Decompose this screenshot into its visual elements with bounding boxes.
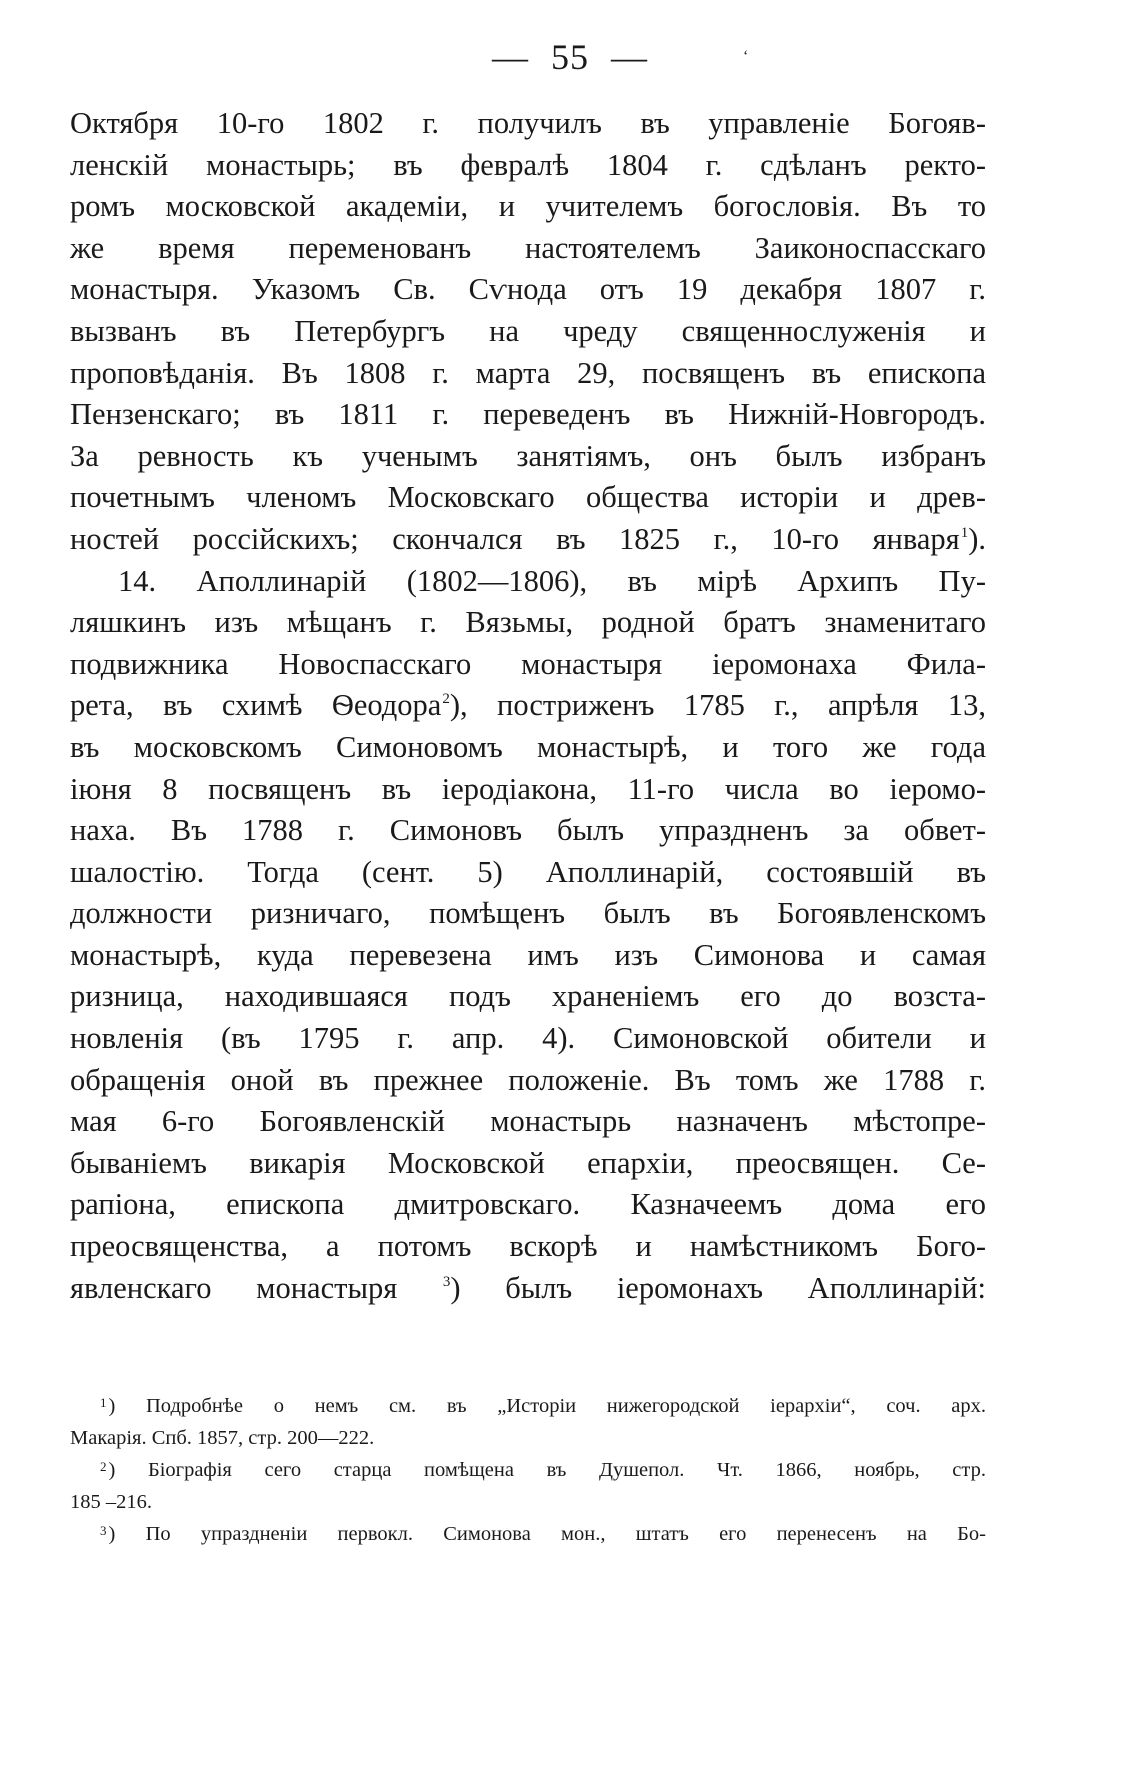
- text-line: шалостію. Тогда (сент. 5) Аполлинарій, состоявшій въ: [70, 854, 986, 889]
- text-line-tail: ): [450, 1270, 461, 1305]
- paragraph-14-start: 14. Аполлинарій (1802—1806), въ мірѣ Архипъ Пу-: [118, 563, 986, 598]
- stray-print-mark: ‘: [743, 48, 749, 65]
- page-number-dash-right: —: [611, 37, 648, 77]
- text-line: монастырѣ, куда перевезена имъ изъ Симонова и самая: [70, 937, 986, 972]
- text-line-tail: ).: [968, 521, 986, 556]
- footnote-mark-3: 3: [100, 1523, 107, 1538]
- text-line: почетнымъ членомъ Московскаго общества исторіи и древ-: [70, 480, 986, 515]
- text-line-with-ref: [70, 1268, 986, 1310]
- text-line: ромъ московской академіи, и учителемъ богословія. Въ то: [70, 189, 986, 224]
- main-text: [70, 103, 986, 1309]
- footnote-text: ) Біографія сего старца помѣщена въ Душепол. Чт. 1866, ноябрь, стр.: [108, 1459, 986, 1481]
- footnote-1-continued: Макарія. Спб. 1857, стр. 200—222.: [70, 1427, 375, 1449]
- footnote-mark-1: 1: [100, 1395, 107, 1410]
- text-line: новленія (въ 1795 г. апр. 4). Симоновской обители и: [70, 1021, 986, 1056]
- text-line: же время переменованъ настоятелемъ Заиконоспасскаго: [70, 230, 986, 265]
- text-line: быванiемъ викарія Московской епархіи, преосвящен. Се-: [70, 1145, 986, 1180]
- text-line: ризница, находившаяся подъ храненіемъ его до возста-: [70, 979, 986, 1014]
- footnote-text: ) Подробнѣе о немъ см. въ „Исторіи нижегородской іерархіи“, соч. арх.: [108, 1395, 986, 1417]
- text-line: ляшкинъ изъ мѣщанъ г. Вязьмы, родной братъ знаменитаго: [70, 605, 986, 640]
- page-number-header: [0, 36, 1140, 78]
- text-line: рапіона, епископа дмитровскаго. Казначеемъ дома его: [70, 1187, 986, 1222]
- text-line: вызванъ въ Петербургъ на чреду священнослуженія и: [70, 313, 986, 348]
- text-line: За ревность къ ученымъ занятіямъ, онъ былъ избранъ: [70, 438, 986, 473]
- footnote-ref-1: 1: [960, 524, 969, 541]
- text-line-content: явленскаго монастыря: [70, 1270, 398, 1305]
- footnote-ref-3: 3: [442, 1273, 451, 1290]
- footnote-1: [70, 1390, 986, 1422]
- footnote-3: [70, 1518, 986, 1550]
- footnotes: [70, 1390, 986, 1550]
- footnote-text: ) По упраздненіи первокл. Симонова мон., штатъ его перенесенъ на Бо-: [108, 1523, 986, 1545]
- text-line: монастыря. Указомъ Св. Сѵнода отъ 19 декабря 1807 г.: [70, 272, 986, 307]
- text-line: должности ризничаго, помѣщенъ былъ въ Богоявленскомъ: [70, 896, 986, 931]
- text-line: мая 6-го Богоявленскій монастырь назначенъ мѣстопре-: [70, 1104, 986, 1139]
- text-line: преосвященства, а потомъ вскорѣ и намѣстникомъ Бого-: [70, 1229, 986, 1264]
- text-line: Октября 10-го 1802 г. получилъ въ управленіе Богояв-: [70, 106, 986, 140]
- text-line: іюня 8 посвященъ въ іеродіакона, 11-го числа во іеромо-: [70, 771, 986, 806]
- text-line: Пензенскаго; въ 1811 г. переведенъ въ Нижній-Новгородъ.: [70, 397, 986, 432]
- page-number: 55: [551, 37, 589, 77]
- text-line-with-ref: [70, 685, 986, 727]
- text-line: подвижника Новоспасскаго монастыря іеромонаха Фила-: [70, 646, 986, 681]
- footnote-2: [70, 1454, 986, 1486]
- text-line-paragraph-end: [70, 519, 986, 561]
- footnote-2-continued: 185 –216.: [70, 1491, 152, 1513]
- text-line: обращенія оной въ прежнее положеніе. Въ томъ же 1788 г.: [70, 1062, 986, 1097]
- text-line-content: рета, въ схимѣ Ѳеодора: [70, 688, 442, 723]
- text-line: наха. Въ 1788 г. Симоновъ былъ упраздненъ за обвет-: [70, 813, 986, 848]
- footnote-mark-2: 2: [100, 1459, 107, 1474]
- text-line-tail: ), постриженъ 1785 г., апрѣля 13,: [449, 688, 986, 723]
- page-number-dash-left: —: [492, 37, 529, 77]
- footnote-ref-2: 2: [442, 691, 450, 708]
- text-line-content: ностей россійскихъ; скончался въ 1825 г., 10-го января: [70, 521, 960, 556]
- text-line: проповѣданія. Въ 1808 г. марта 29, посвященъ въ епископа: [70, 355, 986, 390]
- text-line: въ московскомъ Симоновомъ монастырѣ, и того же года: [70, 729, 986, 764]
- text-line-content: былъ іеромонахъ Аполлинарій:: [505, 1270, 987, 1305]
- text-line: ленскій монастырь; въ февралѣ 1804 г. сдѣланъ ректо-: [70, 147, 986, 182]
